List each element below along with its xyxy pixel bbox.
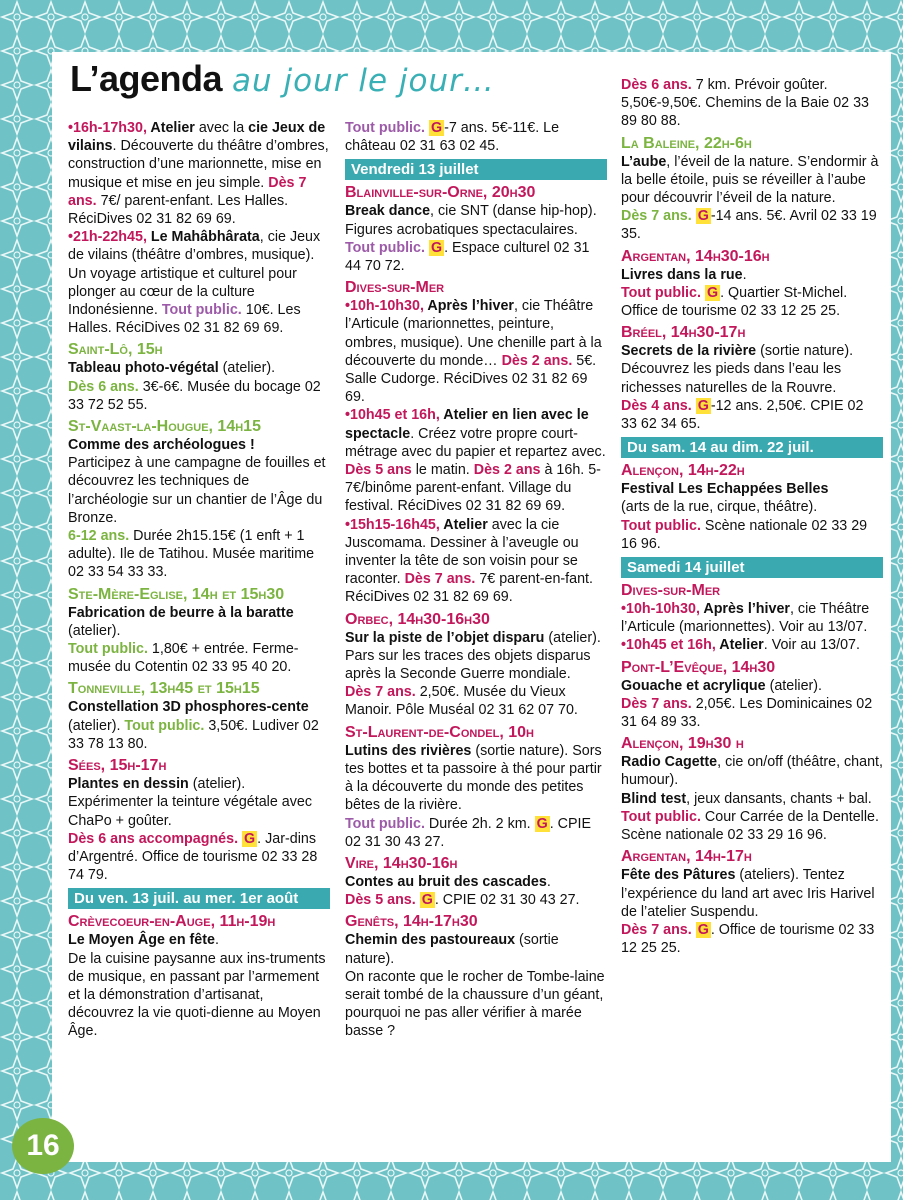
event-st-vaast: Comme des archéologues ! Participez à une campagne de fouilles et découvrez les techniques de l’archéologie sur un chantier de l’Âge du Bronze. 6-12 ans. Durée 2h15.15€ (1 enft + 1 adulte). Ile de Tatihou. Musée maritime 02 33 54 33 33. bbox=[68, 437, 326, 581]
heading-st-vaast: St-Vaast-la-Hougue, 14h15 bbox=[68, 418, 261, 436]
event-dives-atelier-lien: •10h45 et 16h, Atelier en lien avec le spectacle. Créez votre propre court-métrage avec du papier et repartez avec. Dès 5 ans le matin. Dès 2 ans à 16h. 5-7€/binôme parent-enfant. Village du festival. RéciDives 02 31 82 69 69. bbox=[345, 407, 606, 515]
free-badge: G bbox=[697, 208, 709, 225]
free-badge: G bbox=[697, 921, 709, 938]
date-band-14-22-juil: Du sam. 14 au dim. 22 juil. bbox=[621, 437, 883, 458]
event-dives-atelier-2: •10h45 et 16h, Atelier. Voir au 13/07. bbox=[621, 637, 860, 654]
column-1 bbox=[68, 119, 330, 1041]
title-main: L’agenda bbox=[70, 58, 223, 99]
free-badge: G bbox=[430, 239, 443, 256]
column-3 bbox=[621, 76, 883, 957]
heading-dives: Dives-sur-Mer bbox=[345, 279, 445, 297]
title-script: au jour le jour… bbox=[232, 63, 495, 99]
event-saint-lo: Tableau photo-végétal (atelier). Dès 6 ans. 3€-6€. Musée du bocage 02 33 72 52 55. bbox=[68, 360, 321, 413]
event-ste-mere-eglise: Fabrication de beurre à la baratte (atelier). Tout public. 1,80€ + entrée. Ferme-musée du Cotentin 02 33 95 40 20. bbox=[68, 604, 299, 676]
heading-argentan: Argentan, 14h30-16h bbox=[621, 247, 770, 265]
event-argentan: Livres dans la rue. Tout public. G . Quartier St-Michel. Office de tourisme 02 33 12 25 25. bbox=[621, 266, 848, 320]
heading-pont-leveque: Pont-L’Evêque, 14h30 bbox=[621, 658, 776, 676]
heading-saint-lo: Saint-Lô, 15h bbox=[68, 341, 163, 359]
date-band-samedi-14: Samedi 14 juillet bbox=[621, 557, 883, 578]
event-dives-apres-hiver-2: •10h-10h30, Après l’hiver, cie Théâtre l’Articule (marionnettes). Voir au 13/07. bbox=[621, 601, 870, 636]
page-title bbox=[70, 58, 495, 104]
column-2 bbox=[345, 119, 607, 1041]
heading-crevecoeur: Crèvecoeur-en-Auge, 11h-19h bbox=[68, 913, 276, 931]
heading-orbec: Orbec, 14h30-16h30 bbox=[345, 610, 490, 628]
event-tonneville: Constellation 3D phosphores-cente (atelier). Tout public. 3,50€. Ludiver 02 33 78 13 80. bbox=[68, 699, 319, 752]
free-badge: G bbox=[697, 397, 709, 414]
event-genets: Chemin des pastoureaux (sortie nature). On raconte que le rocher de Tombe-laine serait tombé de la chaussure d’un géant, pourquoi ne pas aller vérifier à marée basse ? bbox=[345, 932, 605, 1040]
event-la-baleine: L’aube, l’éveil de la nature. S’endormir à la belle étoile, puis se réveiller à l’aube pour découvrir l’éveil de la nature. Dès 7 ans. G -14 ans. 5€. Avril 02 33 19 35. bbox=[621, 153, 879, 243]
heading-alencon-2: Alençon, 19h30 h bbox=[621, 735, 744, 753]
heading-argentan-2: Argentan, 14h-17h bbox=[621, 848, 752, 866]
heading-tonneville: Tonneville, 13h45 et 15h15 bbox=[68, 680, 260, 698]
heading-sees: Sées, 15h-17h bbox=[68, 757, 167, 775]
heading-genets: Genêts, 14h-17h30 bbox=[345, 913, 478, 931]
event-sees: Plantes en dessin (atelier). Expérimenter la teinture végétale avec ChaPo + goûter. Dès 6 ans accompagnés. G . Jar-dins d’Argentré. Office de tourisme 02 33 28 74 79. bbox=[68, 776, 318, 884]
free-badge: G bbox=[706, 284, 719, 301]
heading-vire: Vire, 14h30-16h bbox=[345, 854, 458, 872]
event-dives-juscomama: •15h15-16h45, Atelier avec la cie Juscomama. Dessiner à l’aveugle ou inventer la tête de son voisin pour se raconter. Dès 7 ans. 7€ parent-en-fant. RéciDives 02 31 82 69 69. bbox=[345, 516, 593, 606]
free-badge: G bbox=[421, 892, 433, 909]
event-blainville: Break dance, cie SNT (danse hip-hop). Figures acrobatiques spectaculaires. Tout public. G . Espace culturel 02 31 44 70 72. bbox=[345, 203, 597, 275]
event-crevecoeur: Le Moyen Âge en fête. De la cuisine paysanne aux ins-truments de musique, en passant par l’armement et la démonstration d’artisanat, découvrez la vie quoti-dienne au Moyen Âge. bbox=[68, 932, 326, 1040]
heading-st-laurent: St-Laurent-de-Condel, 10h bbox=[345, 723, 534, 741]
free-badge: G bbox=[244, 830, 256, 847]
event-dives-apres-hiver: •10h-10h30, Après l’hiver, cie Théâtre l’Articule (marionnettes, peinture, ombres, musique). Une chenille part à la découverte du monde… Dès 2 ans. 5€. Salle Cudorge. RéciDives 02 31 82 69 69. bbox=[345, 298, 602, 406]
event-genets-continued: Dès 6 ans. 7 km. Prévoir goûter. 5,50€-9,50€. Chemins de la Baie 02 33 89 80 88. bbox=[621, 77, 869, 130]
heading-ste-mere-eglise: Ste-Mère-Eglise, 14h et 15h30 bbox=[68, 585, 285, 603]
heading-dives-2: Dives-sur-Mer bbox=[621, 582, 721, 600]
event-st-laurent: Lutins des rivières (sortie nature). Sors tes bottes et ta passoire à thé pour partir à la découverte du monde des petites bêtes de la rivière. Tout public. Durée 2h. 2 km. G . CPIE 02 31 30 43 27. bbox=[345, 742, 602, 850]
event-pont-leveque: Gouache et acrylique (atelier). Dès 7 ans. 2,05€. Les Dominicaines 02 31 64 89 33. bbox=[621, 677, 873, 731]
event-alencon: Festival Les Echappées Belles (arts de la rue, cirque, théâtre). Tout public. Scène nationale 02 33 29 16 96. bbox=[621, 481, 868, 552]
page-number: 16 bbox=[12, 1118, 74, 1174]
free-badge: G bbox=[430, 120, 443, 136]
date-band-13-juil-1-aout: Du ven. 13 juil. au mer. 1er août bbox=[68, 888, 330, 909]
event-orbec: Sur la piste de l’objet disparu (atelier). Pars sur les traces des objets disparus après la Seconde Guerre mondiale. Dès 7 ans. 2,50€. Musée du Vieux Manoir. Pôle Muséal 02 31 62 07 70. bbox=[345, 629, 601, 719]
date-band-vendredi-13: Vendredi 13 juillet bbox=[345, 159, 607, 180]
heading-la-baleine: La Baleine, 22h-6h bbox=[621, 134, 752, 152]
free-badge: G bbox=[536, 815, 548, 832]
event-alencon-2: Radio Cagette, cie on/off (théâtre, chant, humour). Blind test, jeux dansants, chants + bal. Tout public. Cour Carrée de la Dentelle. Scène nationale 02 33 29 16 96. bbox=[621, 754, 883, 844]
heading-blainville: Blainville-sur-Orne, 20h30 bbox=[345, 184, 536, 202]
event-continued: Tout public. G -7 ans. 5€-11€. Le château 02 31 63 02 45. bbox=[345, 120, 560, 155]
event-dives-atelier: •16h-17h30, Atelier avec la cie Jeux de vilains. Découverte du théâtre d’ombres, construction d’une marionnette, mise en musique et mise en jeu simple. Dès 7 ans. 7€/ parent-enfant. Les Halles. RéciDives 02 31 82 69 69. bbox=[68, 120, 329, 228]
event-breel: Secrets de la rivière (sortie nature). Découvrez les pieds dans l’eau les richesses naturelles de la Rouvre. Dès 4 ans. G -12 ans. 2,50€. CPIE 02 33 62 34 65. bbox=[621, 343, 864, 433]
event-argentan-2: Fête des Pâtures (ateliers). Tentez l’expérience du land art avec Iris Harivel de l’atelier Suspendu. Dès 7 ans. G . Office de tourisme 02 33 12 25 25. bbox=[621, 867, 875, 957]
heading-alencon: Alençon, 14h-22h bbox=[621, 462, 745, 480]
event-dives-mahabharata: •21h-22h45, Le Mahâbhârata, cie Jeux de vilains (théâtre d’ombres, musique). Un voyage artistique et culturel pour plonger au cœur de la culture Indonésienne. Tout public. 10€. Les Halles. RéciDives 02 31 82 69 69. bbox=[68, 229, 321, 337]
heading-breel: Bréel, 14h30-17h bbox=[621, 324, 746, 342]
event-vire: Contes au bruit des cascades. Dès 5 ans. G . CPIE 02 31 30 43 27. bbox=[345, 873, 580, 909]
